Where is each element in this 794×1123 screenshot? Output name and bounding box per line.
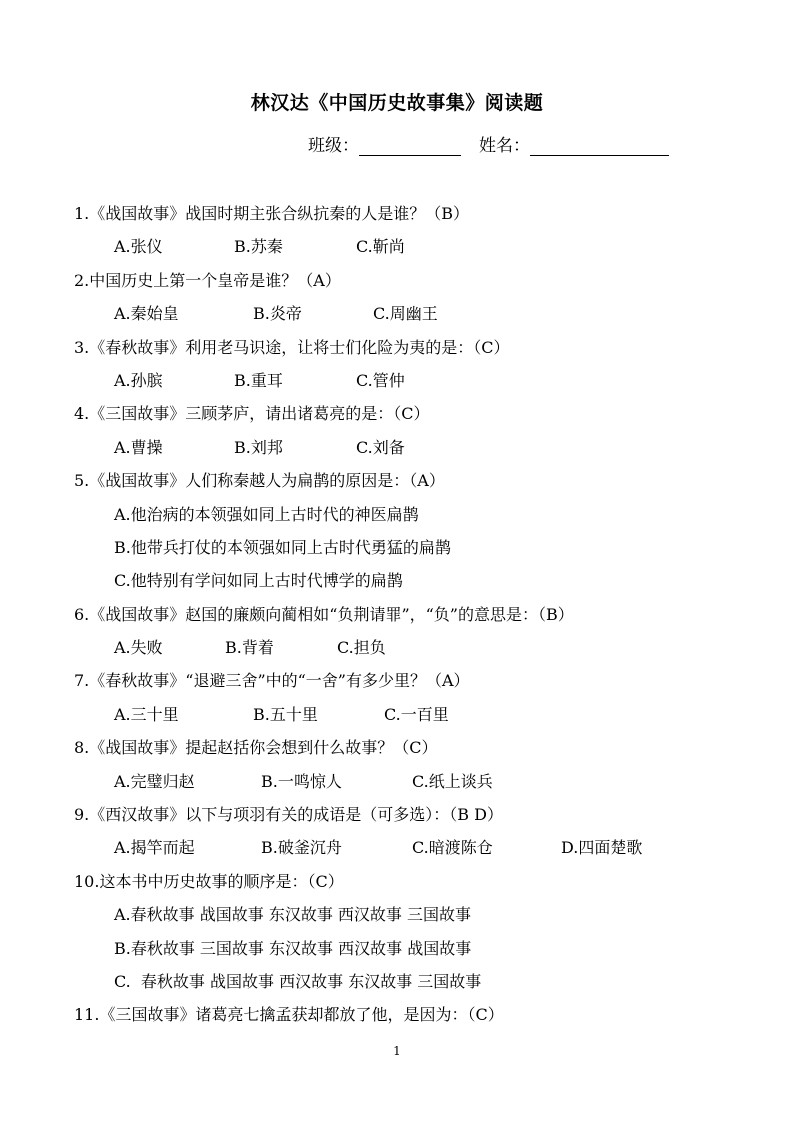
question-5-option-c: C.他特别有学问如同上古时代博学的扁鹊 (114, 571, 403, 591)
question-10-option-a: A.春秋故事 战国故事 东汉故事 西汉故事 三国故事 (114, 905, 471, 925)
option-c: C.担负 (337, 638, 386, 658)
document-title: 林汉达《中国历史故事集》阅读题 (250, 92, 544, 114)
name-label: 姓名： (479, 136, 530, 156)
option-c: C.靳尚 (356, 237, 405, 257)
question-6: 6.《战国故事》赵国的廉颇向蔺相如“负荆请罪”，“负”的意思是：（B） (74, 604, 574, 624)
option-c: C.暗渡陈仓 (412, 838, 493, 858)
option-d: D.四面楚歌 (561, 838, 643, 858)
question-1-options (74, 230, 734, 263)
page-number: 1 (393, 1044, 401, 1058)
question-4-options (74, 431, 734, 464)
question-9-options (74, 831, 734, 864)
question-5-option-b: B.他带兵打仗的本领强如同上古时代勇猛的扁鹊 (114, 537, 451, 557)
option-a: A.揭竿而起 (114, 838, 195, 858)
option-a: A.完璧归赵 (114, 771, 195, 791)
question-8-options (74, 765, 734, 798)
option-a: A.孙膑 (114, 370, 163, 390)
option-a: A.秦始皇 (114, 304, 179, 324)
question-4: 4.《三国故事》三顾茅庐，请出诸葛亮的是：（C） (74, 404, 430, 424)
option-c: C.刘备 (356, 437, 405, 457)
option-b: B.重耳 (234, 370, 283, 390)
question-7-options (74, 698, 734, 731)
question-2: 2.中国历史上第一个皇帝是谁？（A） (74, 270, 341, 290)
option-a: A.失败 (114, 638, 163, 658)
question-3: 3.《春秋故事》利用老马识途，让将士们化险为夷的是：（C） (74, 337, 510, 357)
question-5: 5.《战国故事》人们称秦越人为扁鹊的原因是：（A） (74, 471, 445, 491)
question-8: 8.《战国故事》提起赵括你会想到什么故事？（C） (74, 738, 438, 758)
class-label: 班级： (308, 136, 359, 156)
question-11: 11.《三国故事》诸葛亮七擒孟获却都放了他，是因为：（C） (74, 1005, 504, 1025)
option-a: A.三十里 (114, 704, 179, 724)
option-b: B.破釜沉舟 (261, 838, 342, 858)
question-6-options (74, 631, 734, 664)
option-a: A.曹操 (114, 437, 163, 457)
question-7: 7.《春秋故事》“退避三舍”中的“一舍”有多少里？（A） (74, 671, 470, 691)
option-b: B.炎帝 (253, 304, 302, 324)
option-c: C.纸上谈兵 (412, 771, 493, 791)
option-b: B.刘邦 (234, 437, 283, 457)
name-blank (530, 137, 669, 156)
option-b: B.苏秦 (234, 237, 283, 257)
question-3-options (74, 364, 734, 397)
question-9: 9.《西汉故事》以下与项羽有关的成语是（可多选）：（B D） (74, 805, 503, 825)
question-2-options (74, 297, 734, 330)
question-10: 10.这本书中历史故事的顺序是：（C） (74, 871, 344, 891)
option-b: B.五十里 (253, 704, 318, 724)
option-a: A.张仪 (114, 237, 163, 257)
question-list (74, 197, 734, 1032)
question-10-option-b: B.春秋故事 三国故事 东汉故事 西汉故事 战国故事 (114, 938, 472, 958)
option-b: B.背着 (225, 638, 274, 658)
question-5-option-a: A.他治病的本领强如同上古时代的神医扁鹊 (114, 504, 419, 524)
option-c: C.一百里 (384, 704, 449, 724)
class-blank (359, 137, 461, 156)
option-c: C.管仲 (356, 370, 405, 390)
question-1: 1.《战国故事》战国时期主张合纵抗秦的人是谁？（B） (74, 204, 470, 223)
student-info (308, 131, 669, 156)
option-b: B.一鸣惊人 (261, 771, 342, 791)
question-10-option-c: C. 春秋故事 战国故事 西汉故事 东汉故事 三国故事 (114, 971, 482, 991)
option-c: C.周幽王 (373, 304, 438, 324)
